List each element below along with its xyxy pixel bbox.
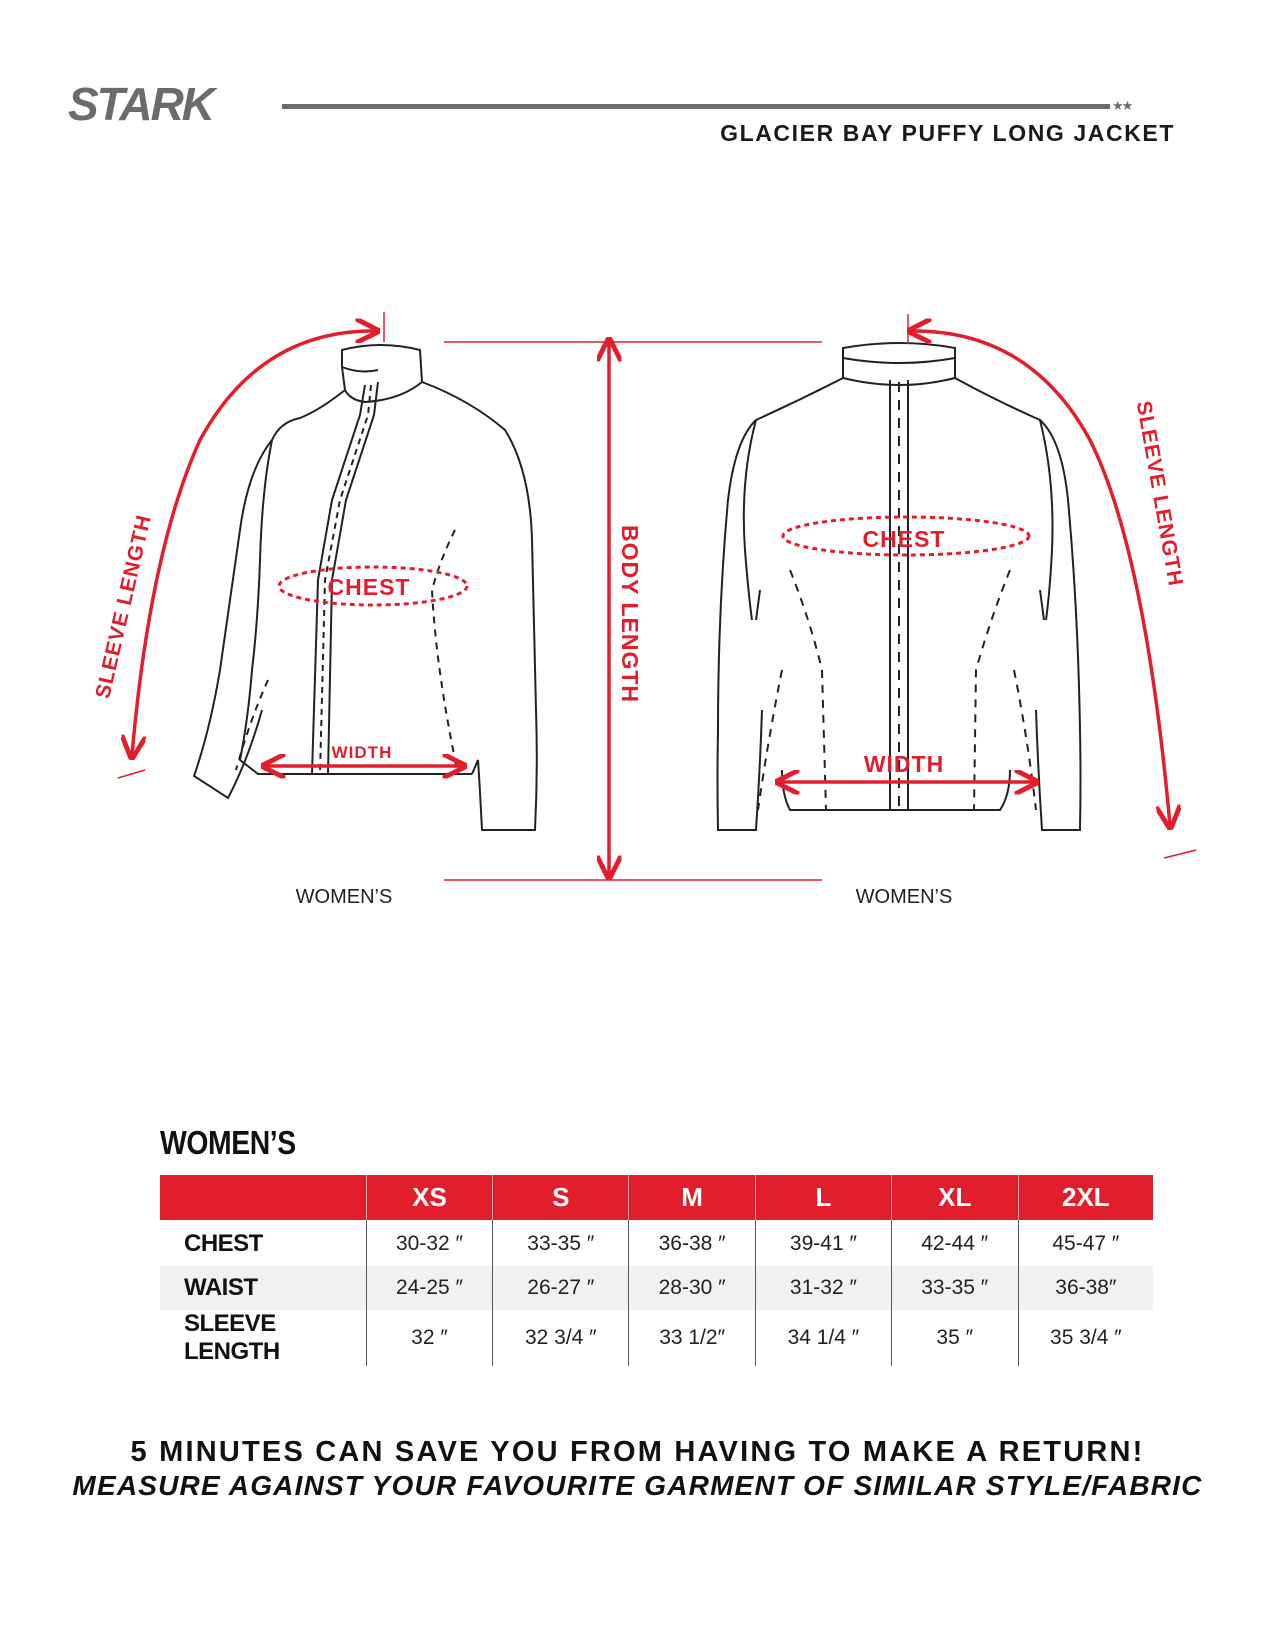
product-title: GLACIER BAY PUFFY LONG JACKET xyxy=(720,120,1175,146)
right-chest-label: CHEST xyxy=(862,526,946,552)
size-header-xl: XL xyxy=(891,1175,1018,1220)
table-cell: 33-35 ″ xyxy=(493,1220,629,1266)
left-sleeve-length-label: SLEEVE LENGTH xyxy=(91,512,157,701)
table-cell: 39-41 ″ xyxy=(756,1220,892,1266)
table-row-sleeve-length xyxy=(160,1310,1153,1366)
table-cell: 33 1/2″ xyxy=(629,1310,756,1366)
table-cell: 36-38″ xyxy=(1018,1266,1153,1310)
table-cell: 36-38 ″ xyxy=(629,1220,756,1266)
header-rule xyxy=(282,104,1110,109)
table-row-chest xyxy=(160,1220,1153,1266)
table-cell: 30-32 ″ xyxy=(366,1220,493,1266)
left-chest-label: CHEST xyxy=(327,574,411,600)
size-table-title: WOMEN’S xyxy=(160,1124,296,1161)
right-width-label: WIDTH xyxy=(863,751,945,777)
size-header-2xl: 2XL xyxy=(1018,1175,1153,1220)
table-cell: 24-25 ″ xyxy=(366,1266,493,1310)
size-header-l: L xyxy=(756,1175,892,1220)
measure-note: MEASURE AGAINST YOUR FAVOURITE GARMENT OF SIMILAR STYLE/FABRIC xyxy=(72,1470,1203,1501)
size-header-m: M xyxy=(629,1175,756,1220)
right-caption: WOMEN’S xyxy=(855,886,953,908)
left-caption: WOMEN’S xyxy=(295,886,393,908)
brand-wordmark: STARK xyxy=(68,80,214,128)
table-cell: 34 1/4 ″ xyxy=(756,1310,892,1366)
table-cell: 35 ″ xyxy=(891,1310,1018,1366)
right-sleeve-length-label: SLEEVE LENGTH xyxy=(1131,399,1188,589)
table-cell: 32 3/4 ″ xyxy=(493,1310,629,1366)
size-header-row xyxy=(160,1175,1153,1220)
row-label: SLEEVE LENGTH xyxy=(184,1310,280,1365)
table-cell: 32 ″ xyxy=(366,1310,493,1366)
table-cell: 42-44 ″ xyxy=(891,1220,1018,1266)
table-cell: 26-27 ″ xyxy=(493,1266,629,1310)
row-label: CHEST xyxy=(184,1230,263,1257)
size-table xyxy=(160,1175,1153,1366)
left-width-label: WIDTH xyxy=(331,743,393,762)
table-cell: 28-30 ″ xyxy=(629,1266,756,1310)
header-blank-cell xyxy=(160,1175,366,1220)
size-header-s: S xyxy=(493,1175,629,1220)
table-cell: 35 3/4 ″ xyxy=(1018,1310,1153,1366)
table-row-waist xyxy=(160,1266,1153,1310)
measurement-diagram xyxy=(0,290,1275,920)
brand-logo xyxy=(66,80,286,128)
table-cell: 33-35 ″ xyxy=(891,1266,1018,1310)
return-note: 5 MINUTES CAN SAVE YOU FROM HAVING TO MAKE A RETURN! xyxy=(130,1436,1145,1468)
table-cell: 31-32 ″ xyxy=(756,1266,892,1310)
star-icon: ★★ xyxy=(1112,98,1132,113)
table-cell: 45-47 ″ xyxy=(1018,1220,1153,1266)
size-header-xs: XS xyxy=(366,1175,493,1220)
row-label: WAIST xyxy=(160,1266,366,1310)
body-length-label: BODY LENGTH xyxy=(617,525,643,703)
